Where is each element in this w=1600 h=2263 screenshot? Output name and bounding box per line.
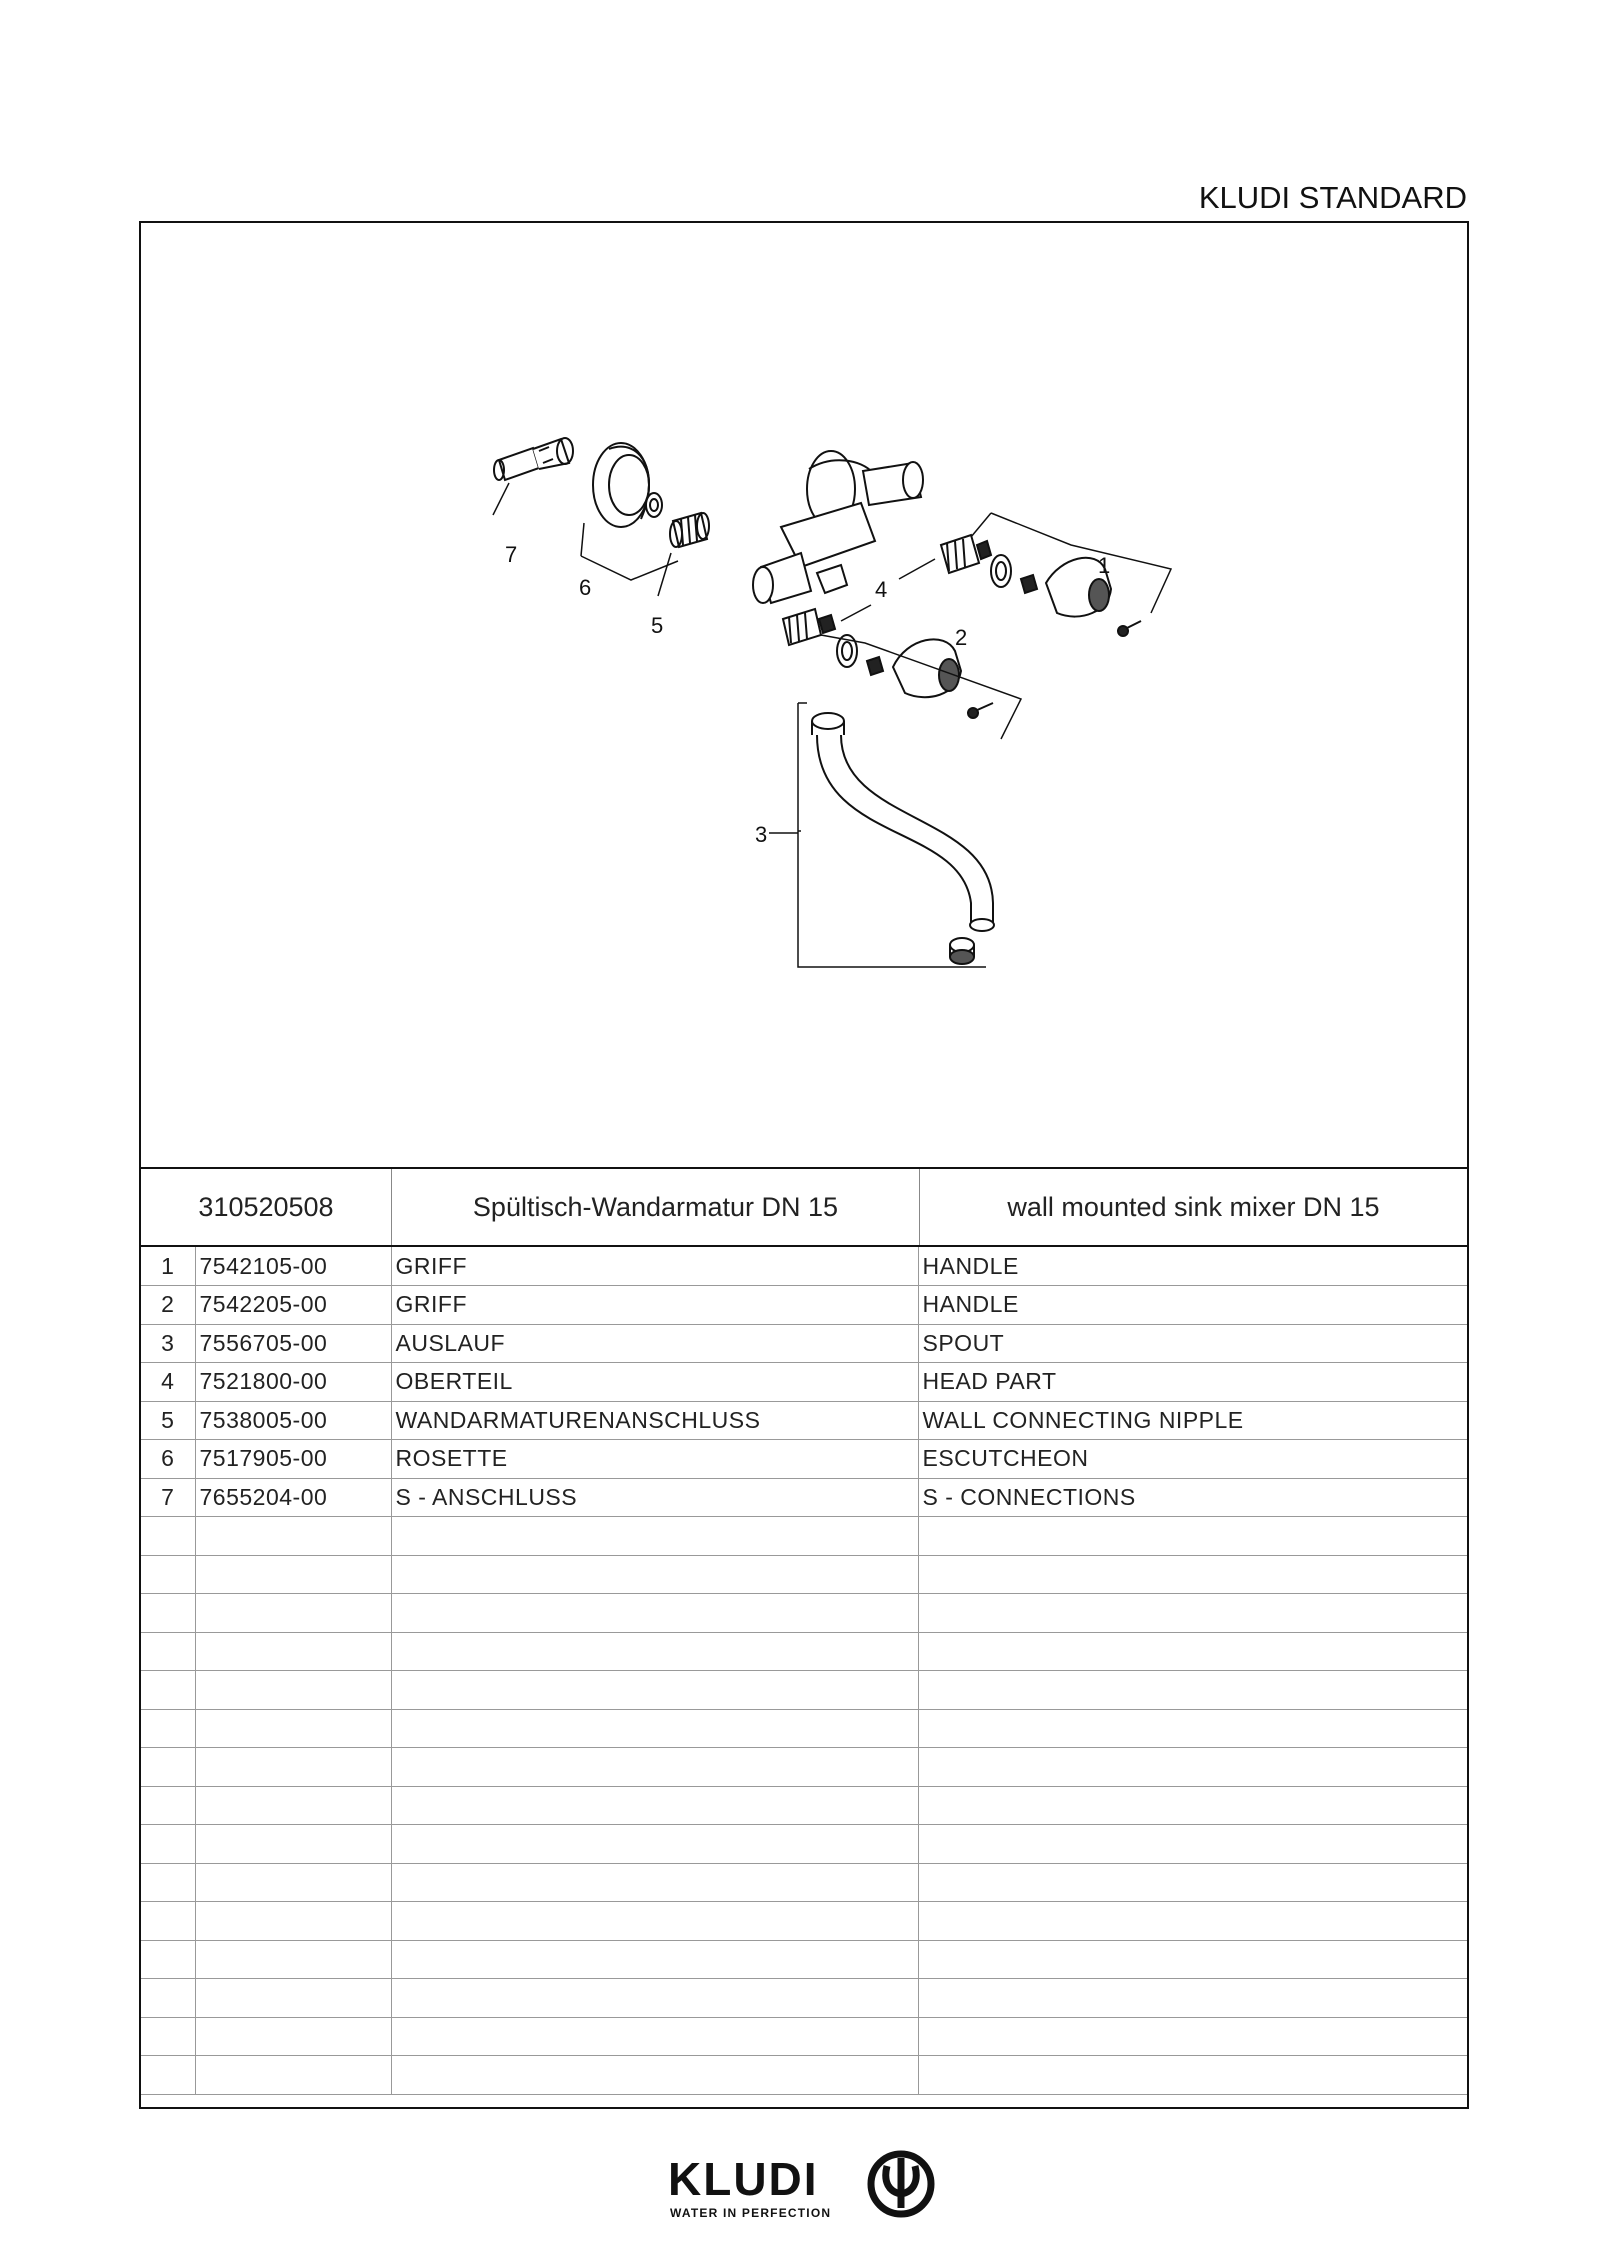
part-position [141,2017,195,2056]
part-number: 7521800-00 [195,1363,391,1402]
part-name-en: HANDLE [918,1286,1467,1325]
part-name-de [391,2017,918,2056]
parts-row [141,1748,1467,1787]
parts-row [141,1286,1467,1325]
part-name-en: HANDLE [918,1247,1467,1286]
part-name-en [918,1517,1467,1556]
part-name-en [918,1594,1467,1633]
part-number [195,1594,391,1633]
callout-4: 4 [875,577,888,602]
wall-nipple-part [670,513,709,547]
part-position [141,1902,195,1941]
handle-lower-part [837,635,993,718]
part-number: 7517905-00 [195,1440,391,1479]
part-position [141,1940,195,1979]
parts-row [141,1902,1467,1941]
part-name-de [391,1786,918,1825]
parts-row [141,1632,1467,1671]
part-number: 7538005-00 [195,1401,391,1440]
product-name-de: Spültisch-Wandarmatur DN 15 [392,1169,920,1245]
part-name-en [918,1825,1467,1864]
callout-6: 6 [579,575,592,600]
part-number [195,1786,391,1825]
part-position [141,1632,195,1671]
parts-row [141,1709,1467,1748]
part-number [195,1902,391,1941]
callout-1: 1 [1098,553,1111,578]
parts-row [141,1401,1467,1440]
part-name-en [918,1632,1467,1671]
part-name-en [918,1555,1467,1594]
parts-row [141,1478,1467,1517]
part-name-de [391,1709,918,1748]
callout-7: 7 [505,542,518,567]
s-connection-part [494,438,573,480]
part-position: 1 [141,1247,195,1286]
callout-5: 5 [651,613,664,638]
part-name-de [391,1863,918,1902]
part-name-de [391,1632,918,1671]
head-part-upper [941,535,991,573]
part-name-de: S - ANSCHLUSS [391,1478,918,1517]
head-part-lower [783,609,835,645]
mixer-body [753,451,923,603]
part-position [141,1825,195,1864]
part-name-de [391,1671,918,1710]
part-name-de: ROSETTE [391,1440,918,1479]
parts-row [141,1517,1467,1556]
part-name-de: GRIFF [391,1286,918,1325]
parts-row [141,1979,1467,2018]
part-number [195,1825,391,1864]
part-number: 7542205-00 [195,1286,391,1325]
callout-3: 3 [755,822,768,847]
part-number: 7655204-00 [195,1478,391,1517]
part-number [195,1863,391,1902]
handle-upper-part [991,555,1141,636]
part-number [195,1979,391,2018]
part-name-de [391,1555,918,1594]
part-name-de [391,1940,918,1979]
part-name-en [918,1979,1467,2018]
part-position [141,1517,195,1556]
part-name-de [391,1979,918,2018]
part-position: 3 [141,1324,195,1363]
part-position [141,1863,195,1902]
parts-row [141,1671,1467,1710]
parts-table [141,1247,1467,2095]
part-position [141,1709,195,1748]
part-position: 7 [141,1478,195,1517]
part-name-en: WALL CONNECTING NIPPLE [918,1401,1467,1440]
series-title: KLUDI STANDARD [1198,180,1467,215]
callout-2: 2 [955,625,968,650]
parts-row [141,1863,1467,1902]
part-number [195,1555,391,1594]
parts-row [141,1324,1467,1363]
part-position [141,1671,195,1710]
part-position: 6 [141,1440,195,1479]
part-name-de: GRIFF [391,1247,918,1286]
logo-wordmark: KLUDI [668,2153,819,2205]
part-name-en [918,1786,1467,1825]
part-number [195,2056,391,2095]
part-name-en: ESCUTCHEON [918,1440,1467,1479]
part-name-en: SPOUT [918,1324,1467,1363]
part-name-en [918,2017,1467,2056]
part-number [195,1671,391,1710]
parts-row [141,2056,1467,2095]
part-number [195,2017,391,2056]
part-number [195,1748,391,1787]
part-name-en [918,1940,1467,1979]
part-number: 7556705-00 [195,1324,391,1363]
part-name-en [918,1671,1467,1710]
part-position: 5 [141,1401,195,1440]
parts-row [141,2017,1467,2056]
part-number [195,1517,391,1556]
part-name-de: AUSLAUF [391,1324,918,1363]
product-number: 310520508 [141,1169,392,1245]
kludi-emblem-icon [865,2148,937,2220]
part-number [195,1940,391,1979]
part-position [141,1786,195,1825]
part-name-de [391,1517,918,1556]
parts-row [141,1786,1467,1825]
escutcheon-part [593,443,662,527]
part-position [141,1979,195,2018]
parts-row [141,1594,1467,1633]
parts-row [141,1247,1467,1286]
part-position: 4 [141,1363,195,1402]
part-name-de: WANDARMATURENANSCHLUSS [391,1401,918,1440]
part-name-de [391,2056,918,2095]
part-number [195,1709,391,1748]
spout-part [812,713,994,964]
product-header-row [141,1167,1467,1247]
part-name-de [391,1902,918,1941]
part-number [195,1632,391,1671]
parts-row [141,1825,1467,1864]
part-name-de [391,1825,918,1864]
parts-row [141,1440,1467,1479]
exploded-view-drawing [141,223,1467,1167]
part-name-de [391,1594,918,1633]
part-name-en [918,1709,1467,1748]
logo-tagline: WATER IN PERFECTION [670,2206,832,2220]
parts-row [141,1940,1467,1979]
part-name-en [918,2056,1467,2095]
parts-row [141,1555,1467,1594]
part-number: 7542105-00 [195,1247,391,1286]
part-name-de [391,1748,918,1787]
part-name-de: OBERTEIL [391,1363,918,1402]
part-name-en [918,1748,1467,1787]
part-position [141,1594,195,1633]
part-position [141,1555,195,1594]
kludi-logo [668,2148,948,2218]
parts-row [141,1363,1467,1402]
part-position [141,2056,195,2095]
part-name-en: S - CONNECTIONS [918,1478,1467,1517]
parts-sheet-frame [139,221,1469,2109]
part-name-en: HEAD PART [918,1363,1467,1402]
part-name-en [918,1902,1467,1941]
part-name-en [918,1863,1467,1902]
part-position [141,1748,195,1787]
part-position: 2 [141,1286,195,1325]
product-name-en: wall mounted sink mixer DN 15 [1007,1191,1380,1222]
